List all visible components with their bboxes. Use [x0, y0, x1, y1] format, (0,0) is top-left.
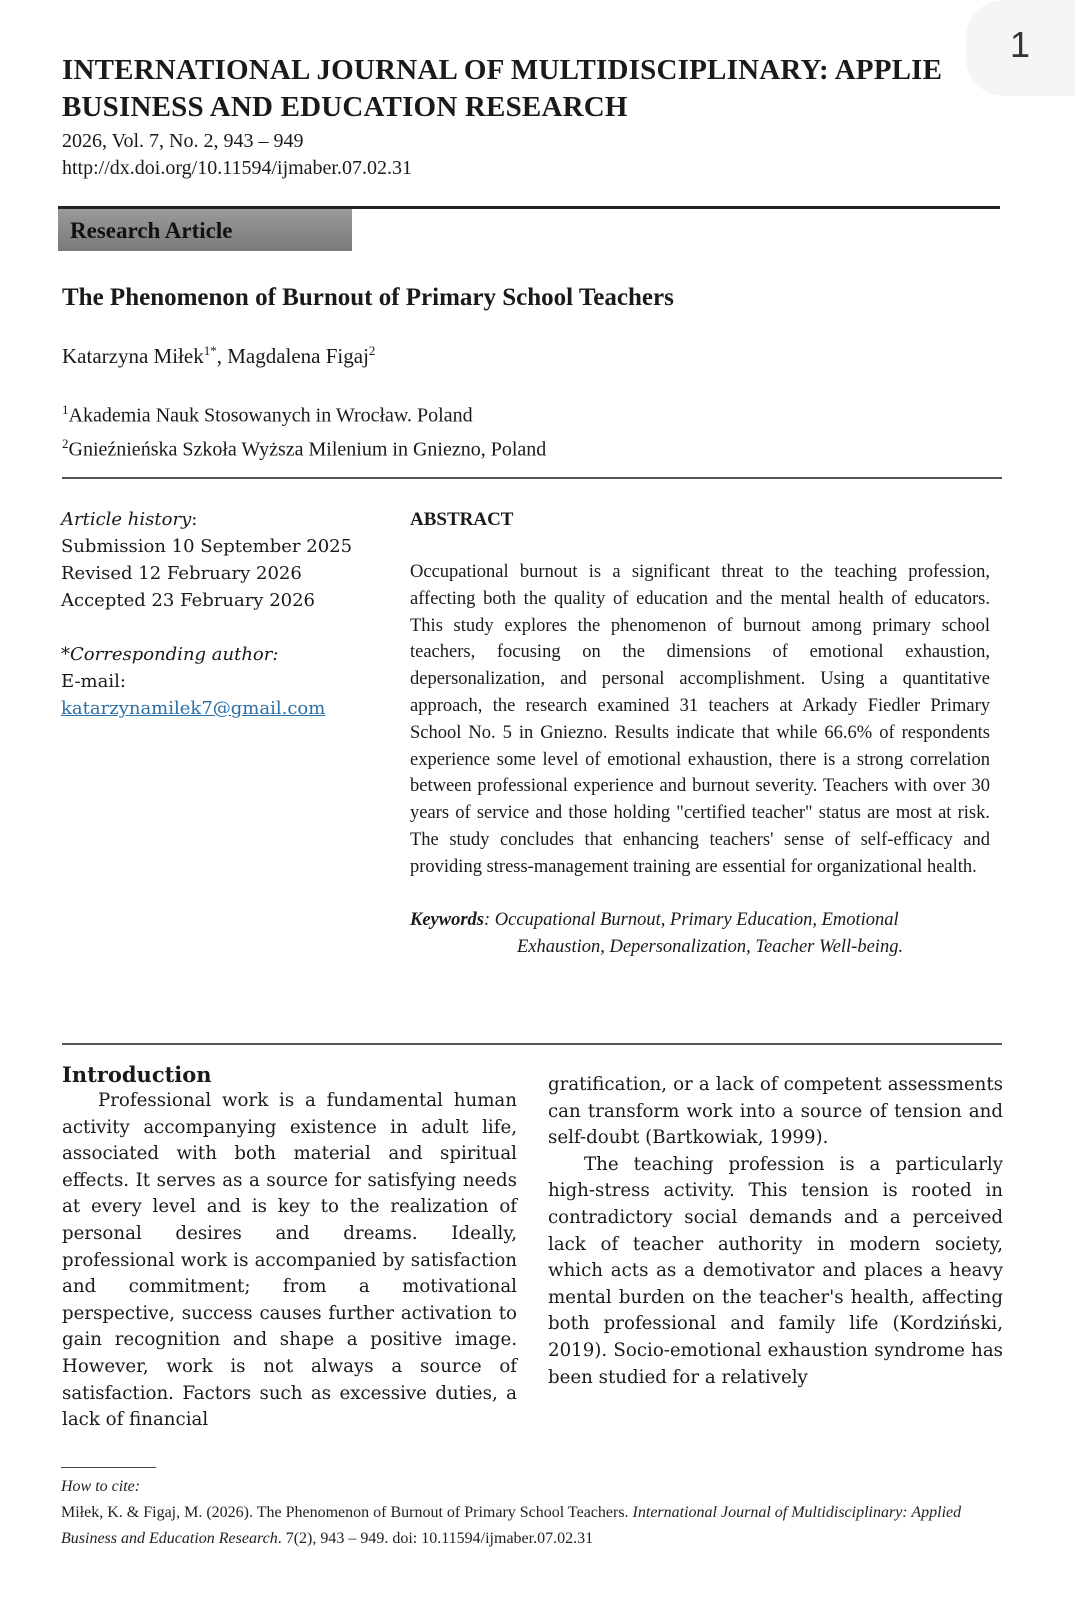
body-paragraph: gratification, or a lack of competent assessments can transform work into a source of tension and self-doubt (Bartkowiak, 1999).: [548, 1074, 1003, 1149]
paper-title: The Phenomenon of Burnout of Primary School Teachers: [62, 284, 674, 311]
accepted-date: Accepted 23 February 2026: [61, 590, 316, 611]
affiliation-text: Gnieźnieńska Szkoła Wyższa Milenium in Gniezno, Poland: [68, 438, 547, 461]
affiliation-item: [62, 396, 546, 430]
affiliation-list: [62, 396, 546, 463]
abstract-text: Occupational burnout is a significant threat to the teaching profession, affecting both the quality of education and the mental health of educators. This study explores the phenomenon of burnout among primary school teachers, focusing on the dimensions of emotional exhaustion, depersonalization, and personal accomplishment. Using a quantitative approach, the research examined 31 teachers at Arkady Fiedler Primary School No. 5 in Gniezno. Results indicate that while 66.6% of respondents experience some level of emotional exhaustion, there is a strong correlation between professional experience and burnout severity. Teachers with over 30 years of service and those holding "certified teacher" status are most at risk. The study concludes that enhancing teachers' sense of self-efficacy and providing stress-management training are essential for organizational health.: [410, 562, 990, 877]
body-paragraph: Professional work is a fundamental human activity accompanying existence in adult life, associated with both material and spiritual effects. It serves as a source for satisfying needs at every level and is key to the realization of personal desires and dreams. Ideally, professional work is accompanied by satisfaction and commitment; from a motivational perspective, success causes further activation to gain recognition and shape a positive image. However, work is not always a source of satisfaction. Factors such as excessive duties, a lack of financial: [62, 1090, 517, 1431]
journal-title-line-1: INTERNATIONAL JOURNAL OF MULTIDISCIPLINARY: APPLIE: [62, 54, 943, 86]
abstract-section: [410, 506, 990, 961]
keywords-text: Occupational Burnout, Primary Education, Emotional Exhaustion, Depersonalization, Teacher Well-being.: [494, 909, 904, 957]
citation-plain: Miłek, K. & Figaj, M. (2026). The Phenomenon of Burnout of Primary School Teachers.: [61, 1504, 633, 1521]
citation-rest: . 7(2), 943 – 949. doi: 10.11594/ijmaber.07.02.31: [277, 1530, 594, 1547]
history-label: Article history:: [61, 509, 198, 530]
citation-text: [61, 1500, 1001, 1552]
citation-journal: International Journal of Multidisciplinary: Applied Business and Education Research: [61, 1504, 962, 1547]
submission-date: Submission 10 September 2025: [61, 536, 353, 557]
affiliation-item: [62, 430, 546, 464]
footnote-rule: [61, 1467, 156, 1468]
how-to-cite: [61, 1474, 1001, 1552]
page-number-badge: [966, 0, 1075, 96]
journal-title-line-2: BUSINESS AND EDUCATION RESEARCH: [62, 91, 628, 123]
affiliation-mark: 1: [62, 402, 69, 417]
author-affiliation-mark: 2: [368, 343, 376, 358]
keywords: Keywords: Occupational Burnout, Primary Education, Emotional Exhaustion, Depersonalization, Teacher Well-being.: [410, 909, 904, 957]
page-number: 1: [1010, 24, 1031, 65]
affiliation-mark: 2: [62, 435, 69, 451]
body-paragraph: The teaching profession is a particularly high-stress activity. This tension is rooted in contradictory social demands and a perceived lack of teacher authority in modern society, which acts as a demotivator and places a heavy mental burden on the teacher's health, affecting both professional and family life (Kordziński, 2019). Socio-emotional exhaustion syndrome has been studied for a relatively: [548, 1153, 1003, 1388]
revised-date: Revised 12 February 2026: [61, 563, 302, 584]
email-label: E-mail:: [61, 671, 126, 692]
author-list: [62, 343, 375, 369]
section-divider: [62, 477, 1002, 479]
introduction-heading: Introduction: [62, 1062, 212, 1087]
journal-issue: 2026, Vol. 7, No. 2, 943 – 949: [62, 130, 304, 152]
article-type-banner: [58, 209, 352, 251]
body-column-left: [62, 1062, 517, 1434]
article-history: [61, 506, 381, 722]
article-type-label: Research Article: [70, 218, 233, 243]
keywords-label: Keywords: [410, 909, 484, 930]
affiliation-text: Akademia Nauk Stosowanych in Wrocław. Poland: [68, 404, 473, 427]
corresponding-email-link[interactable]: katarzynamilek7@gmail.com: [61, 698, 326, 719]
journal-title: [62, 52, 972, 126]
author-affiliation-mark: 1*: [203, 343, 217, 358]
author-name: Magdalena Figaj: [227, 344, 369, 368]
author-name: Katarzyna Miłek: [62, 344, 204, 368]
section-divider: [62, 1043, 1002, 1045]
how-to-cite-label: How to cite:: [61, 1478, 141, 1495]
journal-meta: [62, 128, 412, 182]
abstract-heading: ABSTRACT: [410, 509, 514, 530]
journal-doi-link[interactable]: http://dx.doi.org/10.11594/ijmaber.07.02.31: [62, 157, 412, 179]
body-column-right: [548, 1072, 1003, 1391]
corresponding-author-label: *Corresponding author:: [61, 644, 279, 665]
author-separator: ,: [216, 344, 228, 368]
